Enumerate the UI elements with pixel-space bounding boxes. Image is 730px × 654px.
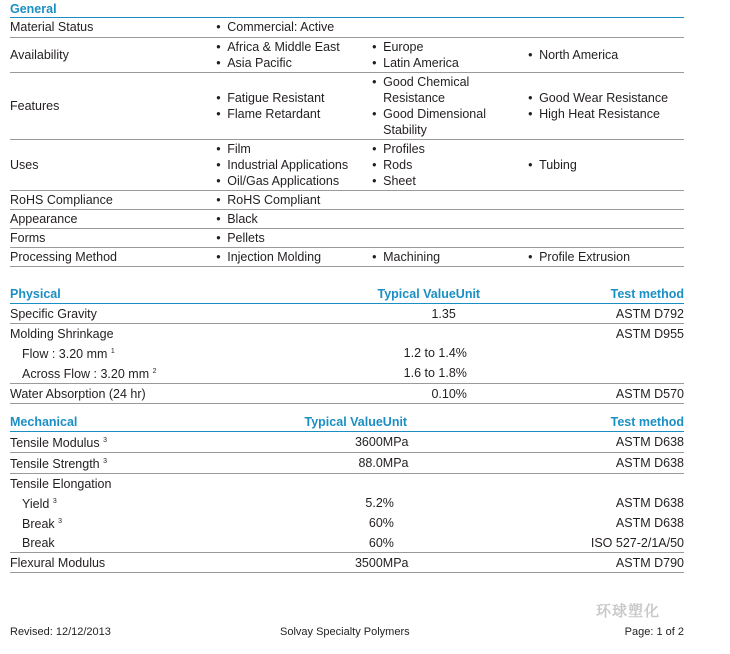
general-row-col <box>216 228 372 247</box>
property-value: 1.6 to 1.8 <box>403 366 456 380</box>
bullet-list <box>372 141 528 189</box>
bullet-item: • Profile Extrusion <box>528 249 684 265</box>
property-label <box>10 513 273 533</box>
bullet-item: • Asia Pacific <box>216 55 372 71</box>
physical-section <box>10 284 684 404</box>
general-row-label: Uses <box>10 157 39 172</box>
property-value <box>273 474 383 494</box>
mechanical-section <box>10 412 684 573</box>
bullet-list <box>216 19 372 35</box>
property-label <box>10 474 273 494</box>
property-label <box>10 432 273 453</box>
bullet-item: • RoHS Compliant <box>216 192 372 208</box>
property-unit: % <box>455 366 467 380</box>
mechanical-col-test: Test method <box>610 414 684 429</box>
property-unit <box>383 474 443 494</box>
mechanical-row <box>10 432 684 453</box>
bullet-list <box>216 230 372 246</box>
bullet-item: • Profiles <box>372 141 528 157</box>
general-row-col <box>216 139 372 190</box>
bullet-item: • Commercial: Active <box>216 19 372 35</box>
general-row-col <box>372 209 528 228</box>
general-row-col <box>216 18 372 37</box>
property-unit <box>456 324 516 344</box>
bullet-item: • High Heat Resistance <box>528 106 684 122</box>
property-value: 1.35 <box>431 306 456 321</box>
bullet-list <box>528 249 684 265</box>
property-test-method: ASTM D638 <box>615 435 684 449</box>
mechanical-header: Mechanical <box>10 414 78 429</box>
bullet-list <box>216 141 372 189</box>
bullet-list <box>528 47 684 63</box>
general-row-col <box>372 72 528 139</box>
general-row-col <box>372 190 528 209</box>
physical-row <box>10 343 684 363</box>
footer-company: Solvay Specialty Polymers <box>280 626 410 638</box>
general-table <box>10 18 684 267</box>
general-row-col <box>372 247 528 266</box>
general-row-label: Availability <box>10 47 69 62</box>
general-row-label: Processing Method <box>10 249 118 264</box>
property-test-method: ASTM D570 <box>615 386 684 401</box>
mechanical-row <box>10 513 684 533</box>
general-row-label: Appearance <box>10 211 78 226</box>
general-row-col <box>528 72 684 139</box>
property-unit: % <box>382 535 394 550</box>
bullet-list <box>216 39 372 71</box>
property-test-method: ASTM D638 <box>615 516 684 530</box>
property-label-text: Tensile Elongation <box>10 476 112 491</box>
footnote-marker: 3 <box>103 437 108 444</box>
watermark-logo: 环球塑化 <box>596 603 661 620</box>
general-row-col <box>528 209 684 228</box>
property-label <box>10 304 346 324</box>
bullet-list <box>216 192 372 208</box>
bullet-item: • Latin America <box>372 55 528 71</box>
property-test-method: ISO 527-2/1A/50 <box>590 535 684 550</box>
property-value: 3500 <box>354 555 383 570</box>
general-row-col <box>216 190 372 209</box>
general-row-label: Features <box>10 98 60 113</box>
property-label <box>10 363 346 384</box>
property-test-method: ASTM D790 <box>615 555 684 570</box>
property-label-text: Across Flow : 3.20 mm <box>22 367 150 381</box>
mechanical-row <box>10 493 684 513</box>
mechanical-row <box>10 474 684 494</box>
bullet-item: • Africa & Middle East <box>216 39 372 55</box>
property-label-text: Specific Gravity <box>10 306 97 321</box>
general-row-col <box>372 37 528 72</box>
property-value: 0.10 <box>431 386 456 401</box>
general-row-label: Material Status <box>10 20 94 35</box>
bullet-item: • Machining <box>372 249 528 265</box>
general-row <box>10 139 684 190</box>
bullet-item: • Good Dimensional Stability <box>372 106 528 138</box>
bullet-list <box>372 74 528 138</box>
property-label-text: Break <box>22 535 55 550</box>
property-value: 88.0 <box>358 456 383 470</box>
bullet-item: • Europe <box>372 39 528 55</box>
physical-table <box>10 284 684 404</box>
bullet-item: • North America <box>528 47 684 63</box>
general-row-col <box>528 190 684 209</box>
general-row <box>10 190 684 209</box>
mechanical-table <box>10 412 684 573</box>
physical-header: Physical <box>10 286 61 301</box>
mechanical-col-unit: Unit <box>382 414 408 429</box>
general-row-col <box>528 228 684 247</box>
bullet-item: • Flame Retardant <box>216 106 372 122</box>
bullet-list <box>372 249 528 265</box>
property-test-method: ASTM D955 <box>615 326 684 341</box>
property-label <box>10 324 346 344</box>
property-label-text: Tensile Modulus <box>10 436 100 450</box>
property-value: 5.2 <box>365 496 383 510</box>
general-row-col <box>528 37 684 72</box>
footnote-marker: 3 <box>103 458 108 465</box>
mechanical-col-typical: Typical Value <box>304 414 383 429</box>
general-row-col <box>216 209 372 228</box>
property-value: 3600 <box>354 435 383 449</box>
property-value <box>346 324 456 344</box>
footnote-marker: 2 <box>152 368 157 375</box>
bullet-list <box>528 157 684 173</box>
bullet-item: • Injection Molding <box>216 249 372 265</box>
physical-col-test: Test method <box>610 286 684 301</box>
physical-row <box>10 363 684 384</box>
general-row-col <box>528 247 684 266</box>
property-label-text: Break <box>22 517 55 531</box>
general-row-col <box>216 37 372 72</box>
footer-revised: Revised: 12/12/2013 <box>10 626 111 638</box>
bullet-item: • Rods <box>372 157 528 173</box>
property-unit <box>456 304 516 324</box>
property-unit: % <box>455 346 467 360</box>
bullet-item: • Sheet <box>372 173 528 189</box>
property-test-method <box>443 474 684 494</box>
property-label <box>10 533 273 553</box>
property-test-method: ASTM D792 <box>615 306 684 321</box>
physical-row <box>10 384 684 404</box>
general-row-col <box>372 228 528 247</box>
property-label <box>10 453 273 474</box>
mechanical-row <box>10 453 684 474</box>
bullet-item: • Industrial Applications <box>216 157 372 173</box>
footnote-marker: 1 <box>110 348 115 355</box>
general-row <box>10 209 684 228</box>
general-row <box>10 247 684 266</box>
general-row-col <box>216 72 372 139</box>
property-unit: MPa <box>382 456 409 470</box>
bullet-list <box>528 90 684 122</box>
general-row <box>10 37 684 72</box>
bullet-list <box>216 249 372 265</box>
property-label-text: Tensile Strength <box>10 457 100 471</box>
general-section <box>10 2 684 267</box>
general-row <box>10 72 684 139</box>
bullet-item: • Black <box>216 211 372 227</box>
general-row-col <box>528 139 684 190</box>
bullet-list <box>216 211 372 227</box>
property-value: 60 <box>368 516 383 530</box>
property-unit: % <box>382 516 394 530</box>
footer-page: Page: 1 of 2 <box>624 626 684 638</box>
property-test-method: ASTM D638 <box>615 496 684 510</box>
property-label <box>10 384 346 404</box>
general-row-col <box>528 18 684 37</box>
property-label-text: Yield <box>22 497 50 511</box>
property-value: 60 <box>368 535 383 550</box>
property-value: 1.2 to 1.4 <box>403 346 456 360</box>
physical-col-unit: Unit <box>455 286 481 301</box>
property-label-text: Water Absorption (24 hr) <box>10 386 146 401</box>
bullet-list <box>372 39 528 71</box>
bullet-item: • Good Chemical Resistance <box>372 74 528 106</box>
bullet-item: • Oil/Gas Applications <box>216 173 372 189</box>
property-label-text: Molding Shrinkage <box>10 326 114 341</box>
property-label-text: Flow : 3.20 mm <box>22 347 108 361</box>
bullet-item: • Film <box>216 141 372 157</box>
general-row-label: Forms <box>10 230 46 245</box>
bullet-item: • Good Wear Resistance <box>528 90 684 106</box>
bullet-item: • Fatigue Resistant <box>216 90 372 106</box>
physical-row <box>10 304 684 324</box>
general-row-col <box>372 139 528 190</box>
footnote-marker: 3 <box>52 498 57 505</box>
property-test-method <box>516 363 684 384</box>
property-test-method <box>516 343 684 363</box>
property-label <box>10 553 273 573</box>
property-label-text: Flexural Modulus <box>10 555 106 570</box>
property-test-method: ASTM D638 <box>615 456 684 470</box>
property-unit: MPa <box>382 555 409 570</box>
footnote-marker: 3 <box>58 518 63 525</box>
physical-col-typical: Typical Value <box>377 286 456 301</box>
general-header: General <box>10 2 684 18</box>
physical-row <box>10 324 684 344</box>
property-unit: % <box>455 386 467 401</box>
mechanical-row <box>10 553 684 573</box>
property-unit: % <box>382 496 394 510</box>
general-row-col <box>216 247 372 266</box>
bullet-item: • Pellets <box>216 230 372 246</box>
bullet-item: • Tubing <box>528 157 684 173</box>
mechanical-row <box>10 533 684 553</box>
property-label <box>10 343 346 363</box>
general-row-col <box>372 18 528 37</box>
general-row <box>10 18 684 37</box>
property-label <box>10 493 273 513</box>
general-row-label: RoHS Compliance <box>10 192 113 207</box>
bullet-list <box>216 90 372 122</box>
general-row <box>10 228 684 247</box>
property-unit: MPa <box>382 435 409 449</box>
